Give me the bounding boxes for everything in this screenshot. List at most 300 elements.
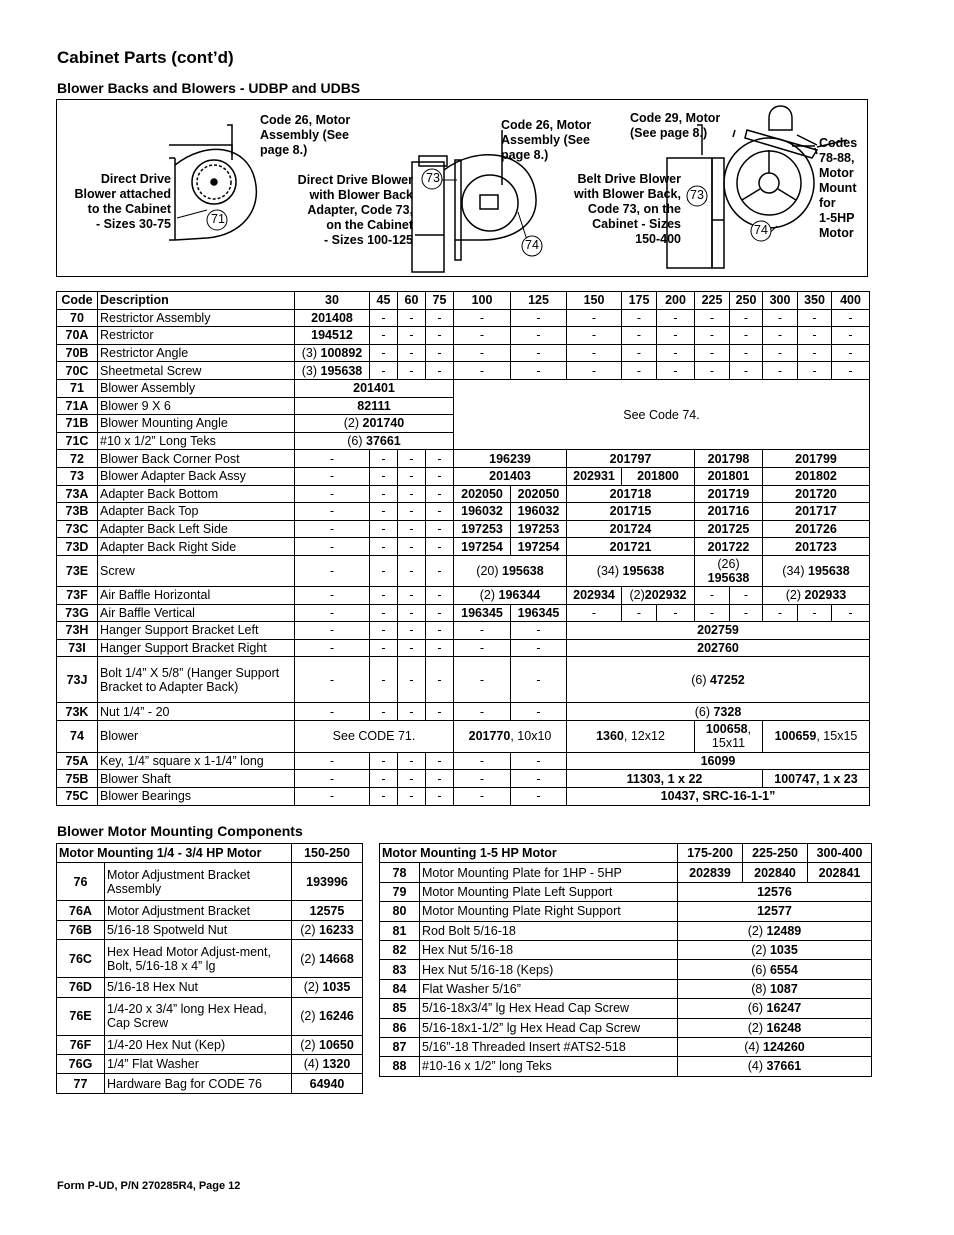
code-cell: 73K	[57, 703, 98, 721]
table-row	[57, 863, 363, 901]
desc-cell: Hanger Support Bracket Right	[98, 639, 295, 657]
desc-cell: Screw	[98, 555, 295, 586]
label-direct-drive: Direct Drive Blower attached to the Cabinet - Sizes 30-75	[74, 172, 171, 231]
col-header: Description	[98, 292, 295, 310]
code-cell: 85	[380, 999, 420, 1018]
value-cell: 82111	[295, 397, 454, 415]
value-cell: 201718	[567, 485, 695, 503]
value-cell: 201403	[454, 467, 567, 485]
code-cell: 73B	[57, 503, 98, 521]
dash-cell: -	[370, 770, 398, 788]
code-cell: 83	[380, 960, 420, 979]
col-header: 45	[370, 292, 398, 310]
dash-cell: -	[295, 657, 370, 703]
code-cell: 73D	[57, 538, 98, 556]
value-cell: (2) 1035	[292, 978, 363, 997]
dash-cell: -	[798, 309, 832, 327]
code-cell: 76C	[57, 940, 105, 978]
dash-cell: -	[295, 555, 370, 586]
col-header: 225-250	[743, 844, 808, 863]
col-header: 125	[511, 292, 567, 310]
value-cell: 197254	[511, 538, 567, 556]
desc-cell: Motor Mounting Plate Right Support	[420, 902, 678, 921]
dash-cell: -	[695, 327, 730, 345]
desc-cell: Adapter Back Right Side	[98, 538, 295, 556]
code-cell: 71A	[57, 397, 98, 415]
value-cell: (6) 7328	[567, 703, 870, 721]
code-cell: 71C	[57, 432, 98, 450]
dash-cell: -	[295, 788, 370, 806]
dash-cell: -	[370, 309, 398, 327]
dash-cell: -	[370, 344, 398, 362]
code-cell: 73C	[57, 520, 98, 538]
code-cell: 80	[380, 902, 420, 921]
desc-cell: Air Baffle Vertical	[98, 604, 295, 622]
label-codes-78-88: Codes 78-88, Motor Mount for 1-5HP Motor	[819, 136, 858, 240]
dash-cell: -	[426, 538, 454, 556]
table-row	[57, 604, 870, 622]
code-cell: 75C	[57, 788, 98, 806]
desc-cell: Blower Back Corner Post	[98, 450, 295, 468]
col-header: 250	[730, 292, 763, 310]
dash-cell: -	[370, 520, 398, 538]
dash-cell: -	[370, 604, 398, 622]
table-row	[380, 902, 872, 921]
value-cell: (2) 16233	[292, 920, 363, 939]
table-row	[57, 467, 870, 485]
code-cell: 81	[380, 921, 420, 940]
code-cell: 73	[57, 467, 98, 485]
value-cell: 12577	[678, 902, 872, 921]
dash-cell: -	[511, 344, 567, 362]
dash-cell: -	[398, 586, 426, 604]
desc-cell: Motor Adjustment Bracket	[105, 901, 292, 920]
code-cell: 72	[57, 450, 98, 468]
value-cell: 197253	[511, 520, 567, 538]
dash-cell: -	[295, 485, 370, 503]
value-cell: 10437, SRC-16-1-1”	[567, 788, 870, 806]
desc-cell: Rod Bolt 5/16-18	[420, 921, 678, 940]
desc-cell: Hex Nut 5/16-18 (Keps)	[420, 960, 678, 979]
value-cell: (2) 202933	[763, 586, 870, 604]
dash-cell: -	[426, 520, 454, 538]
dash-cell: -	[511, 622, 567, 640]
dash-cell: -	[370, 503, 398, 521]
see-code-cell: See Code 74.	[454, 379, 870, 449]
dash-cell: -	[511, 788, 567, 806]
value-cell: 201770, 10x10	[454, 720, 567, 752]
dash-cell: -	[454, 752, 511, 770]
table-row	[380, 999, 872, 1018]
desc-cell: Bolt 1/4” X 5/8” (Hanger Support Bracket to Adapter Back)	[98, 657, 295, 703]
dash-cell: -	[295, 752, 370, 770]
label-direct-drive-back: Direct Drive Blower with Blower Back Adapter, Code 73, on the Cabinet - Sizes 100-125	[297, 173, 413, 247]
dash-cell: -	[511, 703, 567, 721]
value-cell: 194512	[295, 327, 370, 345]
value-cell: 12576	[678, 882, 872, 901]
value-cell: 197254	[454, 538, 511, 556]
value-cell: 196239	[454, 450, 567, 468]
dash-cell: -	[398, 467, 426, 485]
table-row	[57, 555, 870, 586]
dash-cell: -	[426, 622, 454, 640]
value-cell: 1360, 12x12	[567, 720, 695, 752]
code-cell: 76F	[57, 1035, 105, 1054]
value-cell: (2) 14668	[292, 940, 363, 978]
table-row	[57, 520, 870, 538]
table-row	[380, 1037, 872, 1056]
code-cell: 88	[380, 1057, 420, 1076]
dash-cell: -	[511, 770, 567, 788]
callout-73a-label: 73	[426, 171, 440, 185]
value-cell: 16099	[567, 752, 870, 770]
dash-cell: -	[295, 639, 370, 657]
dash-cell: -	[622, 309, 657, 327]
dash-cell: -	[798, 604, 832, 622]
dash-cell: -	[426, 503, 454, 521]
dash-cell: -	[454, 327, 511, 345]
col-header: 300-400	[808, 844, 872, 863]
code-cell: 70C	[57, 362, 98, 380]
dash-cell: -	[426, 703, 454, 721]
dash-cell: -	[622, 344, 657, 362]
dash-cell: -	[295, 703, 370, 721]
dash-cell: -	[511, 309, 567, 327]
dash-cell: -	[454, 703, 511, 721]
dash-cell: -	[511, 752, 567, 770]
table-row	[57, 1054, 363, 1073]
value-cell: (2) 10650	[292, 1035, 363, 1054]
page-footer: Form P-UD, P/N 270285R4, Page 12	[57, 1180, 241, 1192]
value-cell: 202841	[808, 863, 872, 882]
callout-71-label: 71	[211, 212, 225, 226]
code-cell: 70A	[57, 327, 98, 345]
table-row	[57, 327, 870, 345]
dash-cell: -	[454, 622, 511, 640]
table-row	[380, 979, 872, 998]
dash-cell: -	[426, 555, 454, 586]
desc-cell: #10-16 x 1/2” long Teks	[420, 1057, 678, 1076]
dash-cell: -	[370, 703, 398, 721]
dash-cell: -	[398, 362, 426, 380]
value-cell: (26) 195638	[695, 555, 763, 586]
dash-cell: -	[370, 788, 398, 806]
dash-cell: -	[398, 344, 426, 362]
code-cell: 82	[380, 940, 420, 959]
dash-cell: -	[295, 520, 370, 538]
code-cell: 84	[380, 979, 420, 998]
table-row	[57, 788, 870, 806]
value-cell: (2) 1035	[678, 940, 872, 959]
code-cell: 73E	[57, 555, 98, 586]
dash-cell: -	[695, 309, 730, 327]
code-cell: 77	[57, 1074, 105, 1093]
value-cell: 100747, 1 x 23	[763, 770, 870, 788]
desc-cell: 1/4-20 Hex Nut (Kep)	[105, 1035, 292, 1054]
code-cell: 71B	[57, 415, 98, 433]
see-code-cell: See CODE 71.	[295, 720, 454, 752]
code-cell: 75B	[57, 770, 98, 788]
value-cell: 11303, 1 x 22	[567, 770, 763, 788]
code-cell: 73J	[57, 657, 98, 703]
value-cell: 202050	[511, 485, 567, 503]
dash-cell: -	[695, 362, 730, 380]
desc-cell: Flat Washer 5/16”	[420, 979, 678, 998]
value-cell: 201801	[695, 467, 763, 485]
value-cell: 197253	[454, 520, 511, 538]
value-cell: 201799	[763, 450, 870, 468]
table-row	[57, 657, 870, 703]
dash-cell: -	[730, 327, 763, 345]
dash-cell: -	[730, 344, 763, 362]
value-cell: (6) 37661	[295, 432, 454, 450]
code-cell: 76A	[57, 901, 105, 920]
value-cell: (34) 195638	[567, 555, 695, 586]
table-row	[380, 940, 872, 959]
value-cell: (8) 1087	[678, 979, 872, 998]
value-cell: (2) 16248	[678, 1018, 872, 1037]
col-header: 400	[832, 292, 870, 310]
col-header: 75	[426, 292, 454, 310]
value-cell: (6) 16247	[678, 999, 872, 1018]
value-cell: 196345	[511, 604, 567, 622]
dash-cell: -	[657, 344, 695, 362]
dash-cell: -	[426, 604, 454, 622]
desc-cell: Adapter Back Top	[98, 503, 295, 521]
value-cell: 196032	[511, 503, 567, 521]
value-cell: 201721	[567, 538, 695, 556]
desc-cell: Hex Nut 5/16-18	[420, 940, 678, 959]
dash-cell: -	[832, 344, 870, 362]
dash-cell: -	[832, 327, 870, 345]
col-header: 100	[454, 292, 511, 310]
dash-cell: -	[398, 622, 426, 640]
value-cell: 12575	[292, 901, 363, 920]
dash-cell: -	[567, 362, 622, 380]
value-cell: 201802	[763, 467, 870, 485]
desc-cell: Blower Adapter Back Assy	[98, 467, 295, 485]
dash-cell: -	[398, 485, 426, 503]
dash-cell: -	[454, 639, 511, 657]
value-cell: 201800	[622, 467, 695, 485]
value-cell: 202050	[454, 485, 511, 503]
desc-cell: Sheetmetal Screw	[98, 362, 295, 380]
dash-cell: -	[398, 639, 426, 657]
col-header: 175	[622, 292, 657, 310]
dash-cell: -	[398, 770, 426, 788]
dash-cell: -	[295, 503, 370, 521]
dash-cell: -	[454, 344, 511, 362]
desc-cell: Air Baffle Horizontal	[98, 586, 295, 604]
dash-cell: -	[370, 752, 398, 770]
dash-cell: -	[832, 604, 870, 622]
value-cell: 202760	[567, 639, 870, 657]
table-row	[57, 379, 870, 397]
dash-cell: -	[763, 327, 798, 345]
dash-cell: -	[370, 657, 398, 703]
value-cell: (4) 37661	[678, 1057, 872, 1076]
dash-cell: -	[295, 586, 370, 604]
code-cell: 73H	[57, 622, 98, 640]
callout-74a-label: 74	[525, 238, 539, 252]
dash-cell: -	[370, 362, 398, 380]
value-cell: (20) 195638	[454, 555, 567, 586]
table-row	[57, 752, 870, 770]
code-cell: 70B	[57, 344, 98, 362]
table-header	[380, 844, 872, 863]
value-cell: (2) 16246	[292, 997, 363, 1035]
value-cell: 196345	[454, 604, 511, 622]
desc-cell: Blower 9 X 6	[98, 397, 295, 415]
callout-73b-label: 73	[690, 188, 704, 202]
desc-cell: 1/4-20 x 3/4” long Hex Head, Cap Screw	[105, 997, 292, 1035]
dash-cell: -	[398, 657, 426, 703]
table-row	[57, 1035, 363, 1054]
desc-cell: Adapter Back Bottom	[98, 485, 295, 503]
dash-cell: -	[426, 362, 454, 380]
dash-cell: -	[426, 344, 454, 362]
dash-cell: -	[295, 467, 370, 485]
dash-cell: -	[454, 362, 511, 380]
dash-cell: -	[398, 450, 426, 468]
dash-cell: -	[426, 309, 454, 327]
value-cell: 201715	[567, 503, 695, 521]
dash-cell: -	[695, 586, 730, 604]
dash-cell: -	[695, 604, 730, 622]
value-cell: (3) 100892	[295, 344, 370, 362]
code-cell: 73G	[57, 604, 98, 622]
dash-cell: -	[398, 604, 426, 622]
dash-cell: -	[370, 467, 398, 485]
label-code26-left: Code 26, Motor Assembly (See page 8.)	[260, 113, 351, 157]
dash-cell: -	[622, 327, 657, 345]
dash-cell: -	[398, 752, 426, 770]
dash-cell: -	[657, 309, 695, 327]
dash-cell: -	[426, 639, 454, 657]
value-cell: 201798	[695, 450, 763, 468]
table-row	[57, 538, 870, 556]
dash-cell: -	[426, 450, 454, 468]
value-cell: 193996	[292, 863, 363, 901]
table-row	[57, 309, 870, 327]
code-cell: 79	[380, 882, 420, 901]
dash-cell: -	[763, 309, 798, 327]
dash-cell: -	[763, 604, 798, 622]
value-cell: 202934	[567, 586, 622, 604]
motor-section-title: Blower Motor Mounting Components	[57, 823, 303, 839]
value-cell: 64940	[292, 1074, 363, 1093]
col-header: 225	[695, 292, 730, 310]
table-row	[380, 1018, 872, 1037]
desc-cell: Restrictor Assembly	[98, 309, 295, 327]
value-cell: 100658, 15x11	[695, 720, 763, 752]
value-cell: (6) 6554	[678, 960, 872, 979]
dash-cell: -	[695, 344, 730, 362]
desc-cell: Hardware Bag for CODE 76	[105, 1074, 292, 1093]
dash-cell: -	[763, 362, 798, 380]
dash-cell: -	[567, 604, 622, 622]
table-row	[57, 344, 870, 362]
code-cell: 71	[57, 379, 98, 397]
label-code29: Code 29, Motor (See page 8.)	[630, 111, 721, 140]
parts-table	[56, 291, 870, 806]
dash-cell: -	[798, 327, 832, 345]
dash-cell: -	[511, 639, 567, 657]
dash-cell: -	[426, 327, 454, 345]
dash-cell: -	[426, 586, 454, 604]
dash-cell: -	[454, 788, 511, 806]
value-cell: (2) 12489	[678, 921, 872, 940]
code-cell: 76G	[57, 1054, 105, 1073]
table-row	[57, 362, 870, 380]
dash-cell: -	[657, 327, 695, 345]
code-cell: 78	[380, 863, 420, 882]
value-cell: 201797	[567, 450, 695, 468]
code-cell: 73A	[57, 485, 98, 503]
code-cell: 76	[57, 863, 105, 901]
dash-cell: -	[370, 622, 398, 640]
motor-mount-large-table	[379, 843, 872, 1077]
dash-cell: -	[398, 309, 426, 327]
table-row	[57, 450, 870, 468]
desc-cell: Blower Shaft	[98, 770, 295, 788]
dash-cell: -	[370, 639, 398, 657]
dash-cell: -	[426, 770, 454, 788]
dash-cell: -	[370, 586, 398, 604]
table-row	[57, 940, 363, 978]
table-row	[57, 503, 870, 521]
desc-cell: 5/16-18 Spotweld Nut	[105, 920, 292, 939]
dash-cell: -	[398, 788, 426, 806]
table-row	[57, 770, 870, 788]
table-row	[57, 978, 363, 997]
dash-cell: -	[295, 770, 370, 788]
dash-cell: -	[426, 485, 454, 503]
desc-cell: Motor Mounting Plate Left Support	[420, 882, 678, 901]
code-cell: 75A	[57, 752, 98, 770]
table-row	[57, 639, 870, 657]
dash-cell: -	[567, 344, 622, 362]
dash-cell: -	[295, 604, 370, 622]
dash-cell: -	[398, 327, 426, 345]
value-cell: 201408	[295, 309, 370, 327]
value-cell: (4) 124260	[678, 1037, 872, 1056]
dash-cell: -	[295, 538, 370, 556]
dash-cell: -	[398, 538, 426, 556]
dash-cell: -	[370, 327, 398, 345]
value-cell: 201723	[763, 538, 870, 556]
dash-cell: -	[295, 450, 370, 468]
dash-cell: -	[763, 344, 798, 362]
table-row	[57, 901, 363, 920]
table-row	[380, 921, 872, 940]
dash-cell: -	[426, 752, 454, 770]
value-cell: 201716	[695, 503, 763, 521]
dash-cell: -	[567, 309, 622, 327]
dash-cell: -	[398, 520, 426, 538]
desc-cell: 5/16-18x1-1/2” lg Hex Head Cap Screw	[420, 1018, 678, 1037]
dash-cell: -	[370, 538, 398, 556]
value-cell: 201401	[295, 379, 454, 397]
col-header: 350	[798, 292, 832, 310]
dash-cell: -	[426, 657, 454, 703]
value-cell: 201720	[763, 485, 870, 503]
desc-cell: Key, 1/4” square x 1-1/4” long	[98, 752, 295, 770]
col-header: 30	[295, 292, 370, 310]
dash-cell: -	[295, 622, 370, 640]
col-header: 150-250	[292, 844, 363, 863]
label-belt-drive: Belt Drive Blower with Blower Back, Code 73, on the Cabinet - Sizes 150-400	[574, 172, 681, 246]
